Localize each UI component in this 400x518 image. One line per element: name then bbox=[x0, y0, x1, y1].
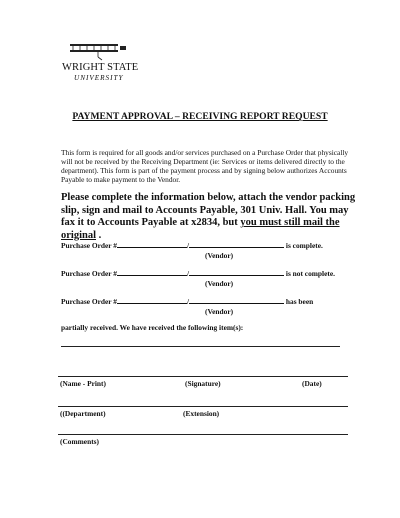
vendor-field[interactable] bbox=[189, 296, 284, 304]
instructions-text: Please complete the information below, attach the vendor packing slip, sign and mail to Accounts Payable, 301 Univ. Hall. You may fax it to Accounts Payable at x2834, but bbox=[61, 192, 356, 229]
department-extension-line[interactable] bbox=[58, 406, 348, 407]
name-signature-date-line[interactable] bbox=[58, 376, 348, 377]
instructions bbox=[61, 192, 356, 242]
po-status: is not complete. bbox=[284, 269, 335, 278]
vendor-field[interactable] bbox=[189, 240, 284, 248]
po-row-complete: Purchase Order # / is complete. bbox=[61, 241, 323, 250]
department-label: ((Department) bbox=[60, 409, 106, 418]
po-row-partial: Purchase Order # / has been bbox=[61, 297, 314, 306]
wright-flyer-icon bbox=[68, 43, 130, 61]
name-print-label: (Name - Print) bbox=[60, 379, 106, 388]
po-prefix: Purchase Order # bbox=[61, 297, 117, 306]
date-label: (Date) bbox=[302, 379, 322, 388]
po-status: has been bbox=[284, 297, 314, 306]
partially-received-text: partially received. We have received the following item(s): bbox=[61, 323, 244, 332]
vendor-label: (Vendor) bbox=[205, 251, 234, 260]
po-status: is complete. bbox=[284, 241, 323, 250]
intro-paragraph: This form is required for all goods and/or services purchased on a Purchase Order that physically will not be received by the Receiving Department (ie: Services or items delivered directly to the department). This form is part of the payment process and by signing below authorizes Accounts Payable to make payment to the Vendor. bbox=[61, 148, 349, 185]
logo-subtitle: UNIVERSITY bbox=[74, 74, 124, 82]
signature-label: (Signature) bbox=[185, 379, 221, 388]
university-logo bbox=[62, 43, 139, 88]
logo-name: WRIGHT STATE bbox=[62, 62, 139, 73]
comments-label: (Comments) bbox=[60, 437, 99, 446]
instructions-end: . bbox=[96, 229, 102, 241]
po-prefix: Purchase Order # bbox=[61, 241, 117, 250]
po-number-field[interactable] bbox=[117, 268, 187, 276]
form-title: PAYMENT APPROVAL – RECEIVING REPORT REQUEST bbox=[72, 111, 328, 122]
po-number-field[interactable] bbox=[117, 296, 187, 304]
vendor-label: (Vendor) bbox=[205, 279, 234, 288]
comments-line[interactable] bbox=[58, 434, 348, 435]
instructions-underlined: you must still mail the original bbox=[61, 217, 340, 241]
po-number-field[interactable] bbox=[117, 240, 187, 248]
po-prefix: Purchase Order # bbox=[61, 269, 117, 278]
po-row-not-complete: Purchase Order # / is not complete. bbox=[61, 269, 335, 278]
vendor-field[interactable] bbox=[189, 268, 284, 276]
items-received-line[interactable] bbox=[61, 346, 340, 347]
extension-label: (Extension) bbox=[183, 409, 220, 418]
vendor-label: (Vendor) bbox=[205, 307, 234, 316]
